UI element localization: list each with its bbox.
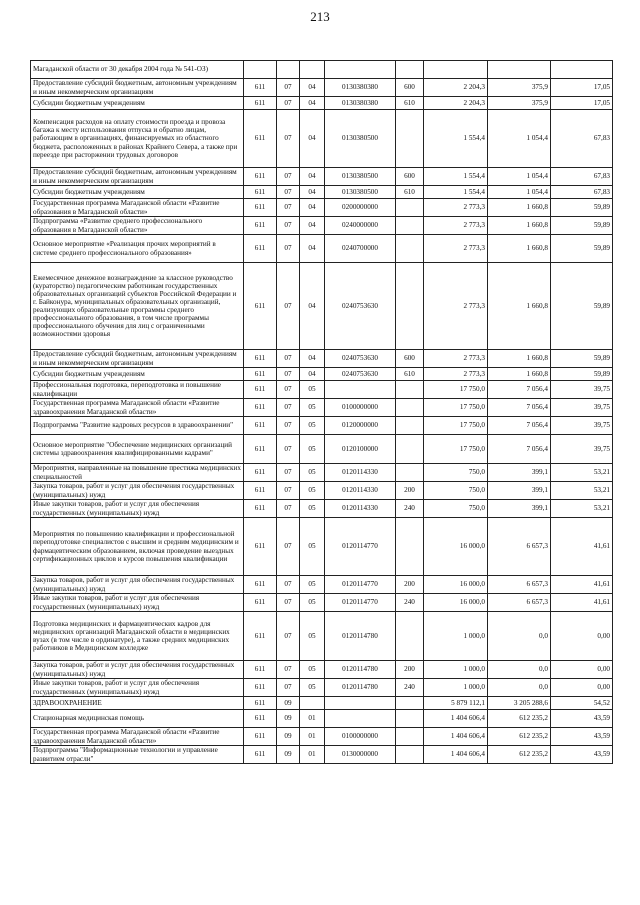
table-row <box>31 235 613 263</box>
row-subsection: 05 <box>300 594 325 612</box>
table-row <box>31 217 613 235</box>
row-approved-sum: 17 750,0 <box>424 417 488 435</box>
row-subsection: 04 <box>300 110 325 168</box>
row-ministry-code: 611 <box>244 612 277 661</box>
table-row <box>31 61 613 79</box>
row-target-article: 0100000000 <box>325 399 396 417</box>
row-target-article <box>325 381 396 399</box>
row-percent-executed: 41,61 <box>551 594 613 612</box>
row-percent-executed: 59,89 <box>551 263 613 350</box>
table-row <box>31 612 613 661</box>
row-section: 07 <box>277 97 300 110</box>
row-expense-type <box>396 110 424 168</box>
row-section: 07 <box>277 168 300 186</box>
row-ministry-code: 611 <box>244 728 277 746</box>
row-subsection: 05 <box>300 464 325 482</box>
row-expense-type <box>396 235 424 263</box>
row-subsection: 04 <box>300 186 325 199</box>
row-target-article: 0130380380 <box>325 97 396 110</box>
row-percent-executed: 53,21 <box>551 482 613 500</box>
row-subsection: 05 <box>300 518 325 576</box>
row-expense-type <box>396 435 424 464</box>
row-approved-sum: 1 000,0 <box>424 661 488 679</box>
table-row <box>31 350 613 368</box>
row-expense-type: 200 <box>396 576 424 594</box>
row-section: 07 <box>277 661 300 679</box>
row-target-article: 0240753630 <box>325 368 396 381</box>
row-executed-sum: 612 235,2 <box>488 728 551 746</box>
row-expense-type: 200 <box>396 661 424 679</box>
row-subsection: 04 <box>300 79 325 97</box>
row-name: Субсидии бюджетным учреждениям <box>31 186 244 199</box>
row-section: 09 <box>277 697 300 710</box>
row-target-article: 0120114780 <box>325 612 396 661</box>
row-ministry-code: 611 <box>244 518 277 576</box>
row-percent-executed: 59,89 <box>551 235 613 263</box>
row-expense-type <box>396 263 424 350</box>
row-executed-sum: 1 660,8 <box>488 199 551 217</box>
row-expense-type <box>396 464 424 482</box>
row-name: Подпрограмма "Информационные технологии и управление развитием отрасли" <box>31 746 244 764</box>
budget-table <box>30 60 613 764</box>
row-section: 07 <box>277 612 300 661</box>
row-approved-sum: 5 879 112,1 <box>424 697 488 710</box>
row-subsection: 04 <box>300 97 325 110</box>
row-percent-executed: 43,59 <box>551 728 613 746</box>
row-percent-executed: 39,75 <box>551 381 613 399</box>
row-approved-sum: 2 773,3 <box>424 235 488 263</box>
table-row <box>31 746 613 764</box>
row-ministry-code: 611 <box>244 435 277 464</box>
row-expense-type: 240 <box>396 594 424 612</box>
row-approved-sum: 2 773,3 <box>424 263 488 350</box>
row-target-article: 0240000000 <box>325 217 396 235</box>
table-row <box>31 97 613 110</box>
row-target-article: 0130000000 <box>325 746 396 764</box>
row-percent-executed: 39,75 <box>551 417 613 435</box>
row-subsection: 01 <box>300 746 325 764</box>
row-executed-sum: 399,1 <box>488 482 551 500</box>
row-name: Мероприятия по повышению квалификации и профессиональной переподготовке специалистов с высшим и средним медицинским и фармацевтическим образованием, включая проведение выездных сертификационных циклов и курсов повышения квалификации <box>31 518 244 576</box>
row-target-article: 0120114770 <box>325 576 396 594</box>
row-ministry-code: 611 <box>244 679 277 697</box>
row-section <box>277 61 300 79</box>
row-subsection: 05 <box>300 417 325 435</box>
row-name: Закупка товаров, работ и услуг для обеспечения государственных (муниципальных) нужд <box>31 661 244 679</box>
row-name: Закупка товаров, работ и услуг для обеспечения государственных (муниципальных) нужд <box>31 482 244 500</box>
row-ministry-code: 611 <box>244 235 277 263</box>
row-expense-type: 600 <box>396 168 424 186</box>
row-approved-sum: 2 204,3 <box>424 97 488 110</box>
row-approved-sum: 16 000,0 <box>424 594 488 612</box>
row-expense-type: 610 <box>396 97 424 110</box>
row-percent-executed: 17,05 <box>551 79 613 97</box>
row-approved-sum: 17 750,0 <box>424 381 488 399</box>
row-ministry-code <box>244 61 277 79</box>
row-executed-sum: 1 660,8 <box>488 217 551 235</box>
row-target-article: 0130380500 <box>325 110 396 168</box>
row-executed-sum: 7 056,4 <box>488 381 551 399</box>
row-expense-type <box>396 381 424 399</box>
row-section: 07 <box>277 110 300 168</box>
row-ministry-code: 611 <box>244 710 277 728</box>
row-name: Иные закупки товаров, работ и услуг для обеспечения государственных (муниципальных) нужд <box>31 679 244 697</box>
row-percent-executed: 59,89 <box>551 199 613 217</box>
row-section: 07 <box>277 79 300 97</box>
row-executed-sum: 612 235,2 <box>488 746 551 764</box>
row-percent-executed: 54,52 <box>551 697 613 710</box>
row-ministry-code: 611 <box>244 594 277 612</box>
row-ministry-code: 611 <box>244 661 277 679</box>
table-row <box>31 710 613 728</box>
row-executed-sum <box>488 61 551 79</box>
row-executed-sum: 0,0 <box>488 661 551 679</box>
table-row <box>31 168 613 186</box>
row-section: 07 <box>277 217 300 235</box>
row-section: 07 <box>277 594 300 612</box>
row-target-article: 0120114770 <box>325 518 396 576</box>
row-name: Профессиональная подготовка, переподготовка и повышение квалификации <box>31 381 244 399</box>
row-executed-sum: 7 056,4 <box>488 435 551 464</box>
row-name: Подпрограмма "Развитие кадровых ресурсов в здравоохранении" <box>31 417 244 435</box>
row-subsection: 04 <box>300 263 325 350</box>
row-name: Предоставление субсидий бюджетным, автономным учреждениям и иным некоммерческим организациям <box>31 168 244 186</box>
budget-table-body <box>31 61 613 764</box>
page-number: 213 <box>310 9 330 24</box>
row-approved-sum: 2 773,3 <box>424 217 488 235</box>
row-subsection <box>300 697 325 710</box>
row-percent-executed: 59,89 <box>551 368 613 381</box>
row-name: Подпрограмма «Развитие среднего профессионального образования в Магаданской области» <box>31 217 244 235</box>
row-percent-executed: 43,59 <box>551 746 613 764</box>
row-name: Магаданской области от 30 декабря 2004 года № 541-ОЗ) <box>31 61 244 79</box>
row-ministry-code: 611 <box>244 168 277 186</box>
row-executed-sum: 0,0 <box>488 679 551 697</box>
row-expense-type <box>396 612 424 661</box>
row-executed-sum: 1 660,8 <box>488 368 551 381</box>
row-percent-executed: 41,61 <box>551 576 613 594</box>
row-subsection: 05 <box>300 661 325 679</box>
row-subsection: 05 <box>300 435 325 464</box>
row-ministry-code: 611 <box>244 110 277 168</box>
table-row <box>31 110 613 168</box>
row-name: Мероприятия, направленные на повышение престижа медицинских специальностей <box>31 464 244 482</box>
row-executed-sum: 1 660,8 <box>488 350 551 368</box>
row-target-article <box>325 697 396 710</box>
row-subsection: 05 <box>300 679 325 697</box>
row-name: Субсидии бюджетным учреждениям <box>31 97 244 110</box>
row-section: 07 <box>277 350 300 368</box>
row-section: 07 <box>277 482 300 500</box>
table-row <box>31 435 613 464</box>
row-target-article: 0120114330 <box>325 500 396 518</box>
row-expense-type <box>396 61 424 79</box>
row-name: Компенсация расходов на оплату стоимости проезда и провоза багажа к месту использования отпуска и обратно лицам, работающим в организациях, финансируемых из областного бюджета, расположенных в районах Крайнего Севера, а также при переезде при расторжении трудовых договоров <box>31 110 244 168</box>
row-executed-sum: 3 205 288,6 <box>488 697 551 710</box>
row-target-article: 0120114770 <box>325 594 396 612</box>
row-percent-executed: 67,83 <box>551 168 613 186</box>
row-executed-sum: 1 660,8 <box>488 235 551 263</box>
row-percent-executed: 0,00 <box>551 679 613 697</box>
row-ministry-code: 611 <box>244 186 277 199</box>
row-section: 07 <box>277 500 300 518</box>
row-percent-executed: 17,05 <box>551 97 613 110</box>
row-approved-sum: 1 404 606,4 <box>424 746 488 764</box>
row-name: Предоставление субсидий бюджетным, автономным учреждениям и иным некоммерческим организациям <box>31 350 244 368</box>
row-approved-sum <box>424 61 488 79</box>
row-expense-type <box>396 746 424 764</box>
row-approved-sum: 1 000,0 <box>424 612 488 661</box>
row-name: Предоставление субсидий бюджетным, автономным учреждениям и иным некоммерческим организациям <box>31 79 244 97</box>
row-percent-executed: 67,83 <box>551 110 613 168</box>
row-name: Основное мероприятие "Обеспечение медицинских организаций системы здравоохранения квалифицированными кадрами" <box>31 435 244 464</box>
row-executed-sum: 6 657,3 <box>488 576 551 594</box>
row-subsection: 05 <box>300 500 325 518</box>
row-executed-sum: 7 056,4 <box>488 399 551 417</box>
row-executed-sum: 6 657,3 <box>488 518 551 576</box>
row-section: 07 <box>277 576 300 594</box>
row-section: 09 <box>277 710 300 728</box>
row-executed-sum: 399,1 <box>488 500 551 518</box>
row-name: Подготовка медицинских и фармацевтических кадров для медицинских организаций Магаданской области в медицинских вузах (в том числе в ординатуре), а также средних медицинских работников в Медицинском колледже <box>31 612 244 661</box>
table-row <box>31 679 613 697</box>
row-approved-sum: 750,0 <box>424 482 488 500</box>
row-target-article: 0120114330 <box>325 464 396 482</box>
row-name: Государственная программа Магаданской области «Развитие образования в Магаданской области» <box>31 199 244 217</box>
table-row <box>31 464 613 482</box>
row-expense-type: 200 <box>396 482 424 500</box>
row-approved-sum: 17 750,0 <box>424 399 488 417</box>
row-percent-executed: 0,00 <box>551 612 613 661</box>
row-name: Стационарная медицинская помощь <box>31 710 244 728</box>
row-ministry-code: 611 <box>244 381 277 399</box>
table-row <box>31 594 613 612</box>
row-approved-sum: 2 773,3 <box>424 368 488 381</box>
row-executed-sum: 1 054,4 <box>488 186 551 199</box>
table-row <box>31 482 613 500</box>
row-executed-sum: 375,9 <box>488 79 551 97</box>
row-percent-executed: 53,21 <box>551 500 613 518</box>
row-percent-executed: 39,75 <box>551 435 613 464</box>
row-ministry-code: 611 <box>244 399 277 417</box>
table-row <box>31 399 613 417</box>
row-name: Иные закупки товаров, работ и услуг для обеспечения государственных (муниципальных) нужд <box>31 500 244 518</box>
row-target-article <box>325 710 396 728</box>
table-row <box>31 697 613 710</box>
row-executed-sum: 7 056,4 <box>488 417 551 435</box>
row-name: Основное мероприятие «Реализация прочих мероприятий в системе среднего профессионального образования» <box>31 235 244 263</box>
row-executed-sum: 1 054,4 <box>488 110 551 168</box>
row-subsection: 04 <box>300 235 325 263</box>
row-approved-sum: 16 000,0 <box>424 518 488 576</box>
row-ministry-code: 611 <box>244 79 277 97</box>
row-percent-executed: 0,00 <box>551 661 613 679</box>
row-expense-type <box>396 417 424 435</box>
row-subsection: 04 <box>300 350 325 368</box>
row-expense-type <box>396 217 424 235</box>
row-percent-executed: 53,21 <box>551 464 613 482</box>
table-row <box>31 518 613 576</box>
row-target-article: 0130380380 <box>325 79 396 97</box>
row-ministry-code: 611 <box>244 482 277 500</box>
row-ministry-code: 611 <box>244 500 277 518</box>
row-name: Государственная программа Магаданской области «Развитие здравоохранения Магаданской области» <box>31 728 244 746</box>
row-target-article: 0240753630 <box>325 350 396 368</box>
row-ministry-code: 611 <box>244 199 277 217</box>
row-ministry-code: 611 <box>244 97 277 110</box>
row-target-article: 0240753630 <box>325 263 396 350</box>
table-row <box>31 728 613 746</box>
row-expense-type: 600 <box>396 79 424 97</box>
row-target-article: 0120114330 <box>325 482 396 500</box>
row-section: 07 <box>277 435 300 464</box>
row-target-article: 0130380500 <box>325 186 396 199</box>
row-percent-executed: 59,89 <box>551 217 613 235</box>
row-approved-sum: 16 000,0 <box>424 576 488 594</box>
row-expense-type <box>396 697 424 710</box>
row-ministry-code: 611 <box>244 417 277 435</box>
row-executed-sum: 399,1 <box>488 464 551 482</box>
row-executed-sum: 0,0 <box>488 612 551 661</box>
row-approved-sum: 2 204,3 <box>424 79 488 97</box>
row-percent-executed <box>551 61 613 79</box>
row-section: 07 <box>277 186 300 199</box>
row-target-article: 0120100000 <box>325 435 396 464</box>
row-executed-sum: 375,9 <box>488 97 551 110</box>
row-expense-type: 610 <box>396 186 424 199</box>
row-name: Ежемесячное денежное вознаграждение за классное руководство (кураторство) педагогическим работникам государственных образовательных организаций субъектов Российской Федерации и г. Байконура, муниципальных образовательных организаций, реализующих образовательные программы среднего профессионального образования, в том числе программы профессионального обучения для лиц с ограниченными возможностями здоровья <box>31 263 244 350</box>
row-approved-sum: 2 773,3 <box>424 350 488 368</box>
row-ministry-code: 611 <box>244 464 277 482</box>
row-percent-executed: 67,83 <box>551 186 613 199</box>
row-executed-sum: 1 054,4 <box>488 168 551 186</box>
row-approved-sum: 17 750,0 <box>424 435 488 464</box>
row-ministry-code: 611 <box>244 746 277 764</box>
row-expense-type: 610 <box>396 368 424 381</box>
row-subsection: 05 <box>300 381 325 399</box>
row-section: 09 <box>277 746 300 764</box>
row-approved-sum: 1 404 606,4 <box>424 710 488 728</box>
row-section: 07 <box>277 464 300 482</box>
table-row <box>31 500 613 518</box>
row-approved-sum: 750,0 <box>424 464 488 482</box>
row-subsection: 04 <box>300 217 325 235</box>
row-percent-executed: 39,75 <box>551 399 613 417</box>
row-name: Иные закупки товаров, работ и услуг для обеспечения государственных (муниципальных) нужд <box>31 594 244 612</box>
row-subsection: 04 <box>300 199 325 217</box>
row-subsection: 05 <box>300 482 325 500</box>
row-expense-type <box>396 199 424 217</box>
row-approved-sum: 1 554,4 <box>424 168 488 186</box>
row-approved-sum: 2 773,3 <box>424 199 488 217</box>
table-row <box>31 186 613 199</box>
table-row <box>31 576 613 594</box>
row-subsection: 01 <box>300 710 325 728</box>
row-name: Государственная программа Магаданской области «Развитие здравоохранения Магаданской области» <box>31 399 244 417</box>
row-target-article <box>325 61 396 79</box>
row-target-article: 0200000000 <box>325 199 396 217</box>
table-row <box>31 263 613 350</box>
row-target-article: 0120114780 <box>325 661 396 679</box>
row-section: 07 <box>277 679 300 697</box>
row-ministry-code: 611 <box>244 368 277 381</box>
row-executed-sum: 612 235,2 <box>488 710 551 728</box>
row-section: 07 <box>277 417 300 435</box>
row-expense-type: 240 <box>396 679 424 697</box>
row-target-article: 0240700000 <box>325 235 396 263</box>
row-section: 07 <box>277 518 300 576</box>
row-section: 07 <box>277 199 300 217</box>
row-subsection: 01 <box>300 728 325 746</box>
row-approved-sum: 1 000,0 <box>424 679 488 697</box>
row-section: 07 <box>277 263 300 350</box>
table-row <box>31 368 613 381</box>
row-subsection: 05 <box>300 399 325 417</box>
row-percent-executed: 43,59 <box>551 710 613 728</box>
row-expense-type <box>396 399 424 417</box>
row-target-article: 0100000000 <box>325 728 396 746</box>
row-approved-sum: 750,0 <box>424 500 488 518</box>
row-section: 07 <box>277 368 300 381</box>
row-percent-executed: 41,61 <box>551 518 613 576</box>
row-expense-type: 240 <box>396 500 424 518</box>
row-subsection: 05 <box>300 576 325 594</box>
row-ministry-code: 611 <box>244 576 277 594</box>
row-expense-type <box>396 728 424 746</box>
row-target-article: 0130380500 <box>325 168 396 186</box>
row-expense-type <box>396 710 424 728</box>
row-approved-sum: 1 404 606,4 <box>424 728 488 746</box>
row-expense-type <box>396 518 424 576</box>
row-executed-sum: 1 660,8 <box>488 263 551 350</box>
row-section: 07 <box>277 381 300 399</box>
row-subsection: 04 <box>300 368 325 381</box>
row-percent-executed: 59,89 <box>551 350 613 368</box>
row-ministry-code: 611 <box>244 697 277 710</box>
row-executed-sum: 6 657,3 <box>488 594 551 612</box>
row-ministry-code: 611 <box>244 217 277 235</box>
row-target-article: 0120000000 <box>325 417 396 435</box>
row-subsection <box>300 61 325 79</box>
row-approved-sum: 1 554,4 <box>424 110 488 168</box>
row-name: Субсидии бюджетным учреждениям <box>31 368 244 381</box>
row-section: 07 <box>277 235 300 263</box>
row-name: Закупка товаров, работ и услуг для обеспечения государственных (муниципальных) нужд <box>31 576 244 594</box>
row-ministry-code: 611 <box>244 263 277 350</box>
table-row <box>31 199 613 217</box>
row-section: 07 <box>277 399 300 417</box>
row-name: ЗДРАВООХРАНЕНИЕ <box>31 697 244 710</box>
row-subsection: 05 <box>300 612 325 661</box>
table-row <box>31 79 613 97</box>
row-expense-type: 600 <box>396 350 424 368</box>
table-row <box>31 381 613 399</box>
row-section: 09 <box>277 728 300 746</box>
row-subsection: 04 <box>300 168 325 186</box>
row-target-article: 0120114780 <box>325 679 396 697</box>
row-ministry-code: 611 <box>244 350 277 368</box>
table-row <box>31 417 613 435</box>
table-row <box>31 661 613 679</box>
row-approved-sum: 1 554,4 <box>424 186 488 199</box>
